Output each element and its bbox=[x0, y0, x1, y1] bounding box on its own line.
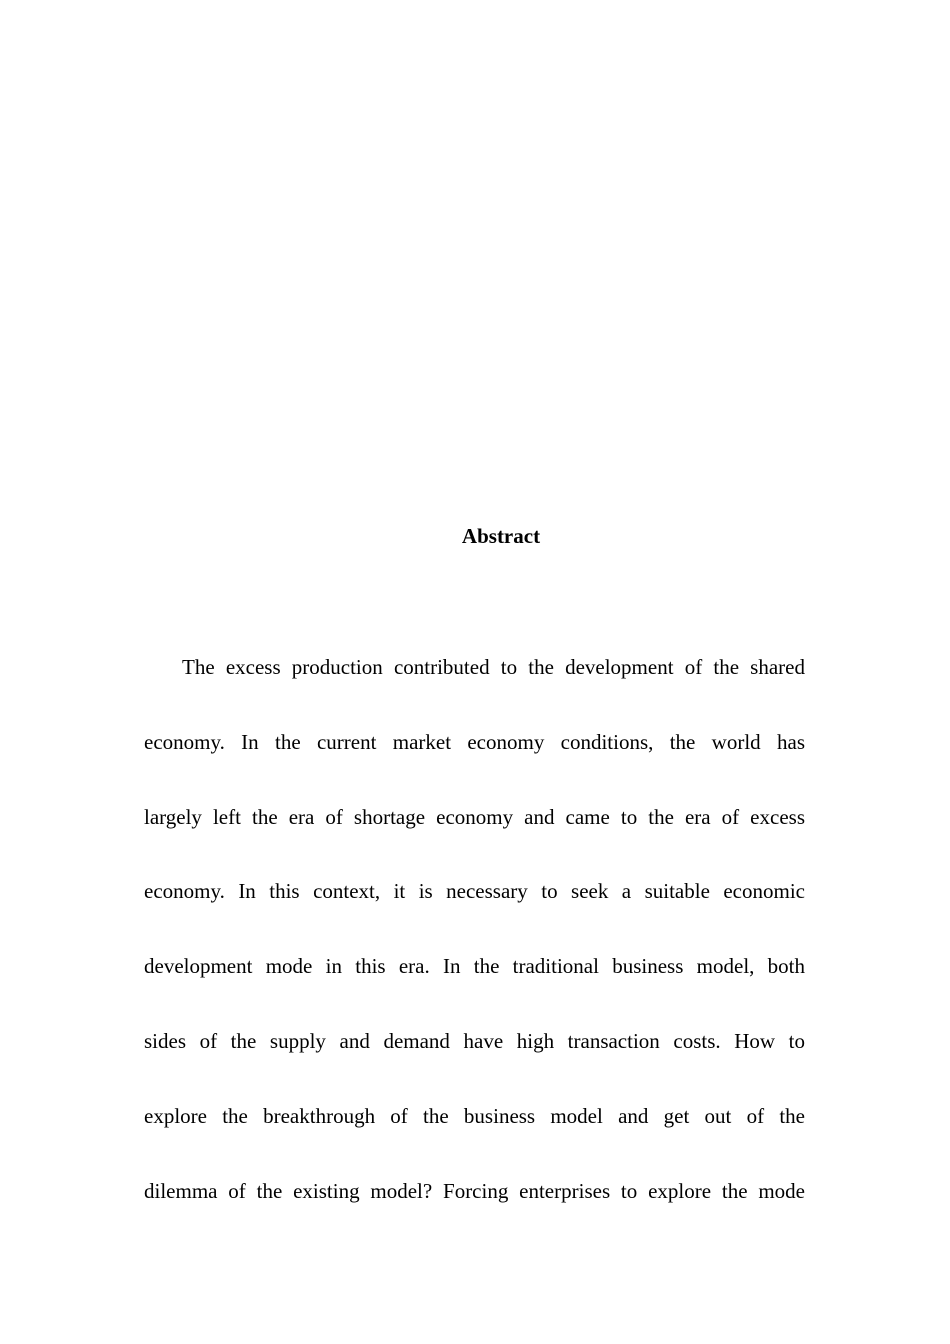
paragraph-line: dilemma of the existing model? Forcing enterprises to explore the mode bbox=[144, 1178, 805, 1203]
paragraph-line: development mode in this era. In the traditional business model, both bbox=[144, 954, 805, 979]
paragraph-line: economy. In the current market economy conditions, the world has bbox=[144, 729, 805, 754]
paragraph-line: explore the breakthrough of the business model and get out of the bbox=[144, 1103, 805, 1128]
abstract-paragraph bbox=[144, 650, 805, 1248]
paragraph-line: sides of the supply and demand have high transaction costs. How to bbox=[144, 1028, 805, 1053]
abstract-heading: Abstract bbox=[461, 524, 541, 548]
paragraph-line: The excess production contributed to the development of the shared bbox=[182, 655, 805, 679]
paragraph-line: economy. In this context, it is necessary to seek a suitable economic bbox=[144, 879, 805, 904]
paragraph-line: largely left the era of shortage economy and came to the era of excess bbox=[144, 804, 805, 829]
